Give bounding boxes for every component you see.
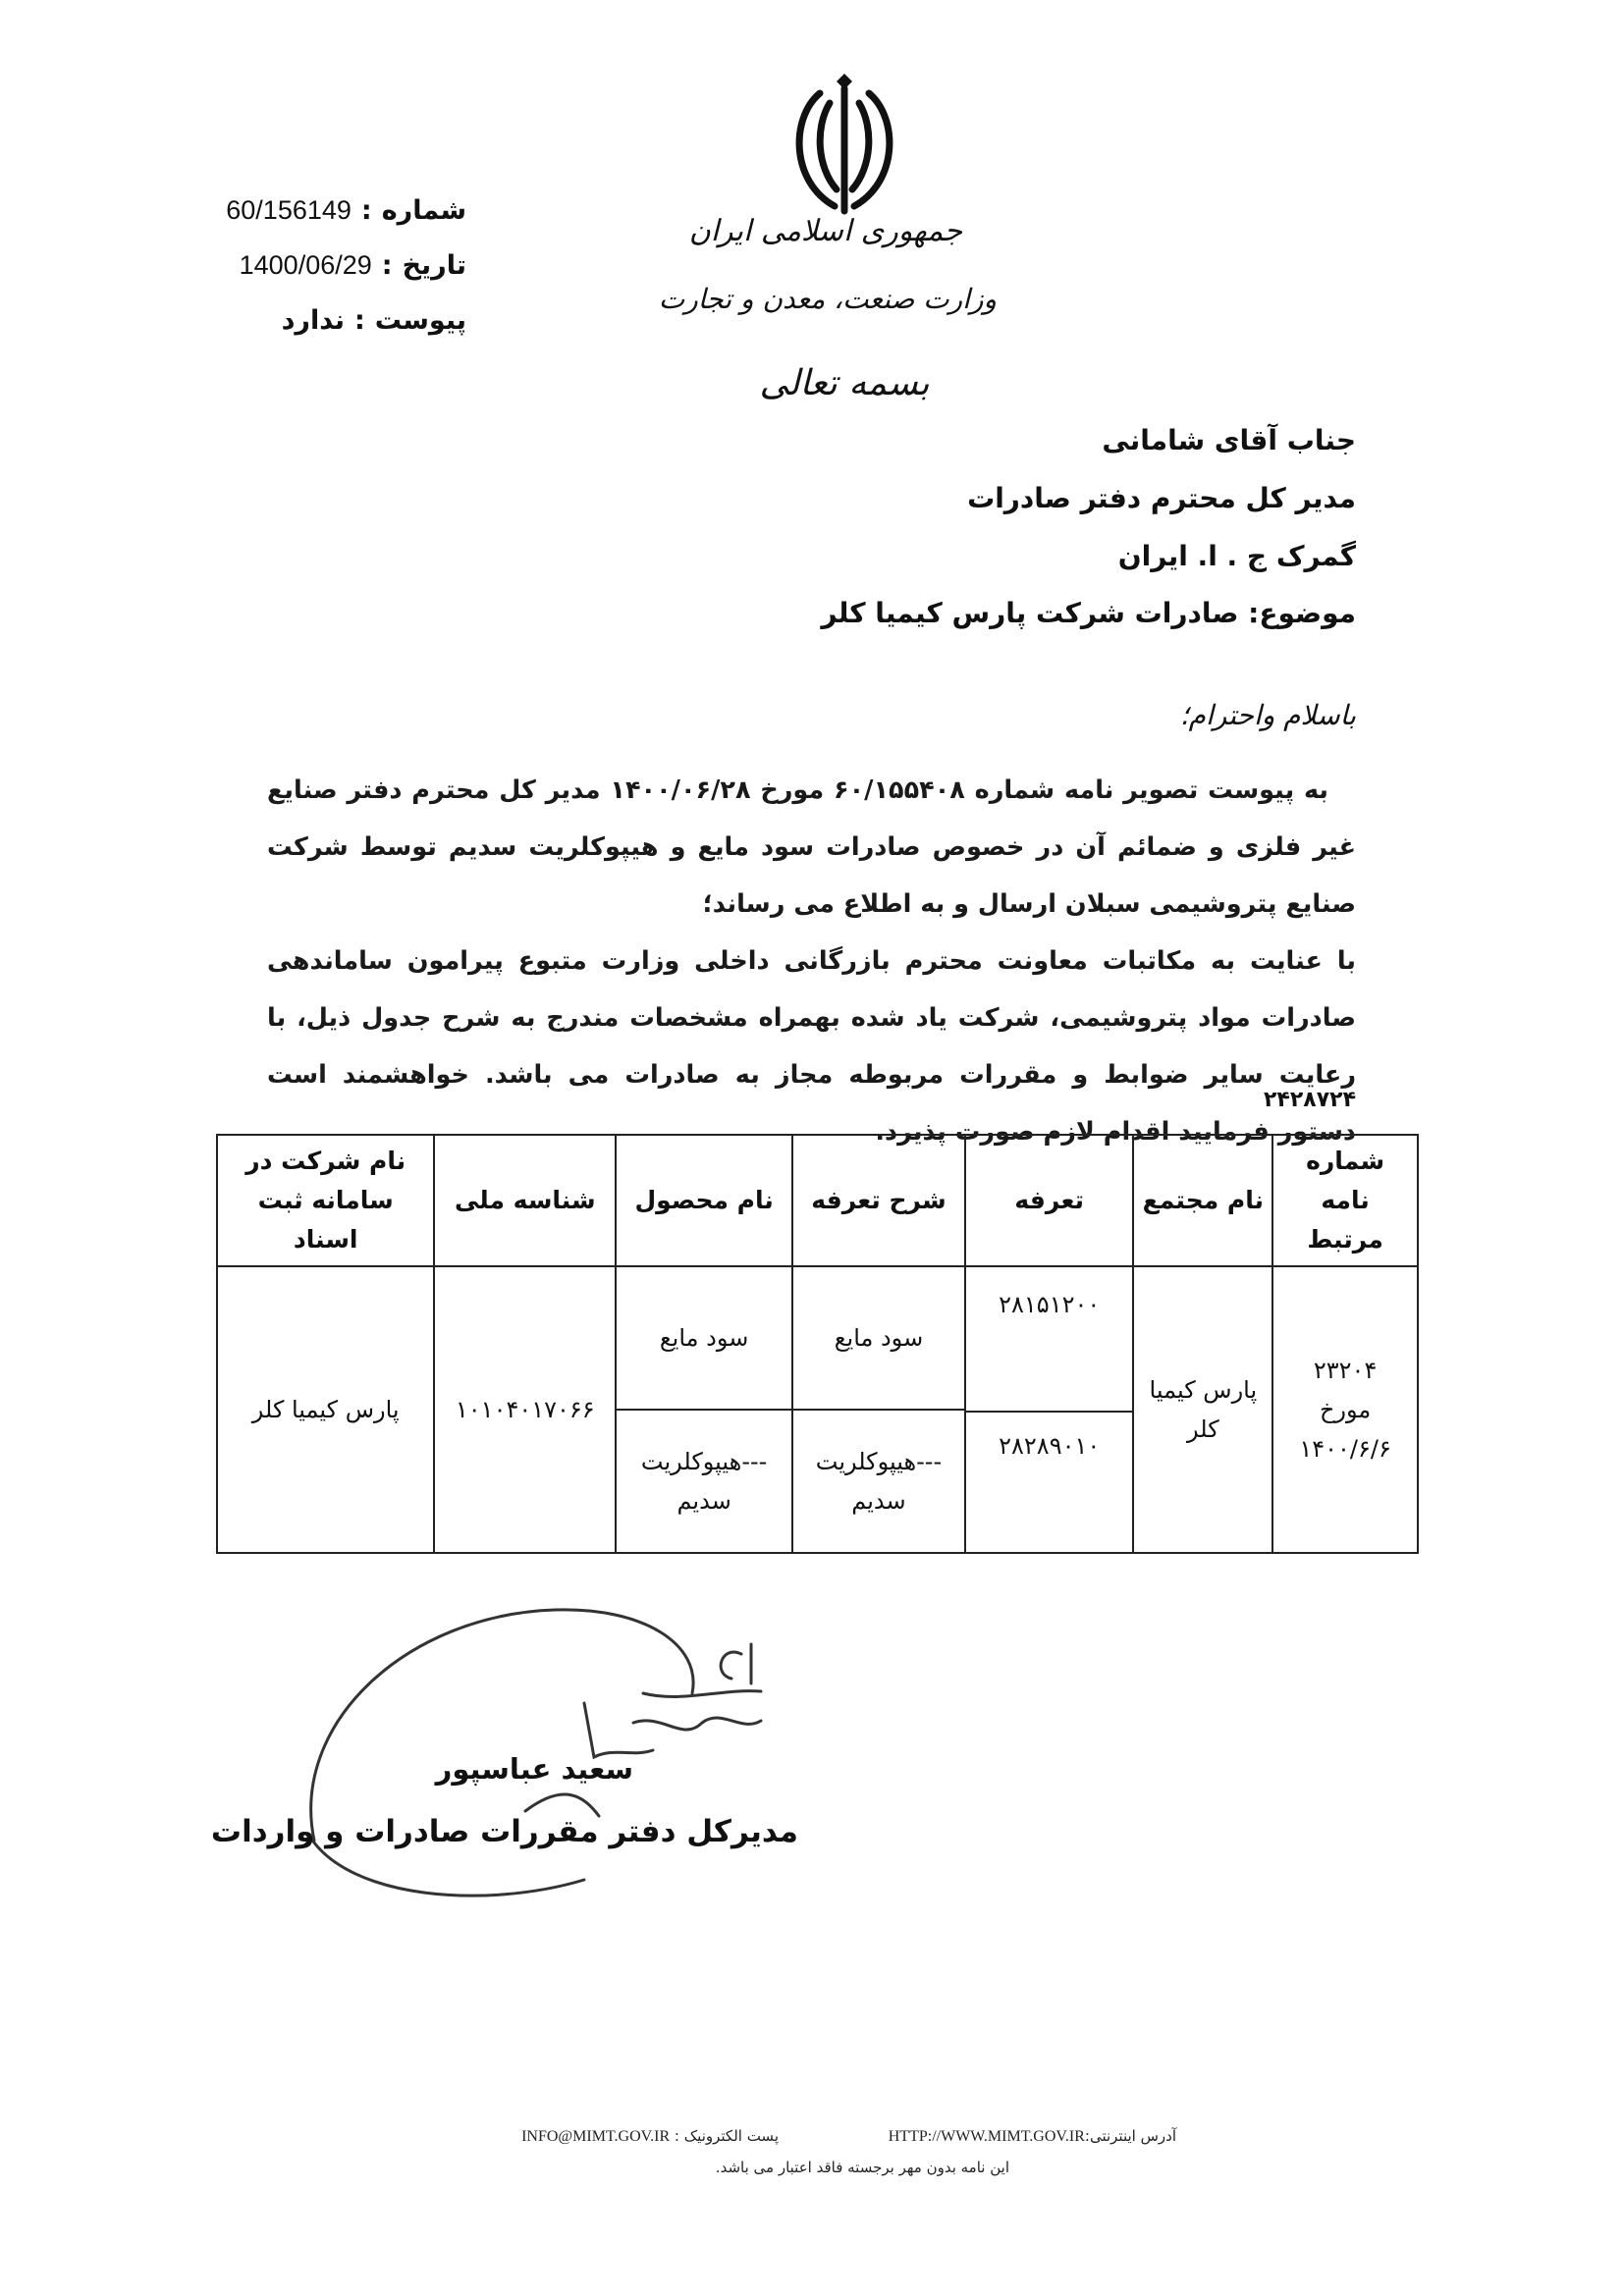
footer-website [889, 2127, 1176, 2146]
related-letter-date: ۱۴۰۰/۶/۶ [1299, 1435, 1391, 1463]
cell-complex [1133, 1266, 1272, 1553]
header-tariff: تعرفه [965, 1135, 1134, 1266]
letter-attachment: پیوست : ندارد [281, 304, 466, 336]
footer-note: این نامه بدون مهر برجسته فاقد اعتبار می باشد. [715, 2159, 1009, 2176]
tariff-code-2: ۲۸۲۸۹۰۱۰ [966, 1411, 1133, 1552]
header-related-letter: شماره نامه مرتبط [1272, 1135, 1418, 1266]
cell-product [616, 1266, 792, 1553]
invocation: بسمه تعالی [759, 363, 930, 403]
related-letter-dated: مورخ [1319, 1396, 1372, 1423]
tariff-code-1: ۲۸۱۵۱۲۰۰ [999, 1291, 1101, 1318]
reference-number: ۲۴۲۸۷۲۴ [1264, 1088, 1356, 1112]
header-national-id: شناسه ملی [434, 1135, 616, 1266]
ministry-name: وزارت صنعت، معدن و تجارت [658, 283, 997, 315]
tariff-desc-1: سود مایع [834, 1324, 924, 1352]
country-name: جمهوری اسلامی ایران [688, 214, 962, 248]
addressee-name: جناب آقای شامانی [1102, 424, 1356, 456]
header-tariff-desc: شرح تعرفه [792, 1135, 965, 1266]
greeting: باسلام واحترام؛ [1179, 699, 1356, 731]
body-paragraph-1: به پیوست تصویر نامه شماره ۶۰/۱۵۵۴۰۸ مورخ ۱۴۰۰/۰۶/۲۸ مدیر کل محترم دفتر صنایع غیر فلزی و ضمائم آن در خصوص صادرات سود مایع و هیپوکلریت سدیم توسط شرکت صنایع پتروشیمی سبلان ارسال و به اطلاع می رساند؛ [267, 775, 1356, 919]
company-name: پارس کیمیا کلر [251, 1396, 400, 1423]
attachment-value: ندارد [281, 304, 345, 336]
addressee-org: گمرک ج . ا. ایران [1117, 540, 1356, 572]
signatory-name: سعید عباسپور [435, 1752, 633, 1786]
table-row [217, 1266, 1418, 1553]
footer-email [521, 2127, 779, 2146]
letter-date-value: 1400/06/29 [239, 249, 372, 280]
email-label: پست الکترونیک : [674, 2127, 779, 2145]
website-label: آدرس اینترنتی: [1084, 2127, 1176, 2145]
export-permit-table [216, 1134, 1419, 1554]
header-company: نام شرکت در سامانه ثبت اسناد [217, 1135, 434, 1266]
cell-related-letter [1272, 1266, 1418, 1553]
letter-date-label: تاریخ [402, 249, 466, 281]
body-paragraph-2: با عنایت به مکاتبات معاونت محترم بازرگانی داخلی وزارت متبوع پیرامون ساماندهی صادرات مواد پتروشیمی، شرکت یاد شده بهمراه مشخصات مندرج به شرح جدول ذیل، با رعایت سایر ضوابط و مقررات مربوطه مجاز به صادرات می باشد. خواهشمند است دستور فرمایید اقدام لازم صورت پذیرد. [267, 946, 1356, 1147]
letter-number-label: شماره [381, 194, 466, 226]
table-header-row [217, 1135, 1418, 1266]
subject-line: موضوع: صادرات شرکت پارس کیمیا کلر [821, 597, 1356, 629]
website-url[interactable]: HTTP://WWW.MIMT.GOV.IR [888, 2128, 1085, 2145]
letter-number-value: 60/156149 [226, 194, 352, 225]
cell-national-id [434, 1266, 616, 1553]
related-letter-number: ۲۳۲۰۴ [1313, 1357, 1378, 1384]
complex-name: پارس کیمیا کلر [1149, 1376, 1258, 1443]
email-address[interactable]: INFO@MIMT.GOV.IR [521, 2128, 671, 2145]
cell-tariff-desc [792, 1266, 965, 1553]
product-2: ---هیپوکلریت سدیم [617, 1409, 791, 1552]
national-id: ۱۰۱۰۴۰۱۷۰۶۶ [455, 1396, 595, 1423]
cell-company [217, 1266, 434, 1553]
header-complex: نام مجتمع [1133, 1135, 1272, 1266]
cell-tariff [965, 1266, 1134, 1553]
product-1: سود مایع [659, 1324, 749, 1352]
letter-date: تاریخ : 1400/06/29 [239, 249, 466, 281]
attachment-label: پیوست [374, 304, 466, 336]
tariff-desc-2: ---هیپوکلریت سدیم [793, 1409, 964, 1552]
header-product: نام محصول [616, 1135, 792, 1266]
iran-emblem-icon [776, 74, 913, 231]
letter-number: شماره : 60/156149 [226, 194, 466, 226]
addressee-title: مدیر کل محترم دفتر صادرات [967, 482, 1356, 514]
signatory-title: مدیرکل دفتر مقررات صادرات و واردات [210, 1814, 798, 1849]
